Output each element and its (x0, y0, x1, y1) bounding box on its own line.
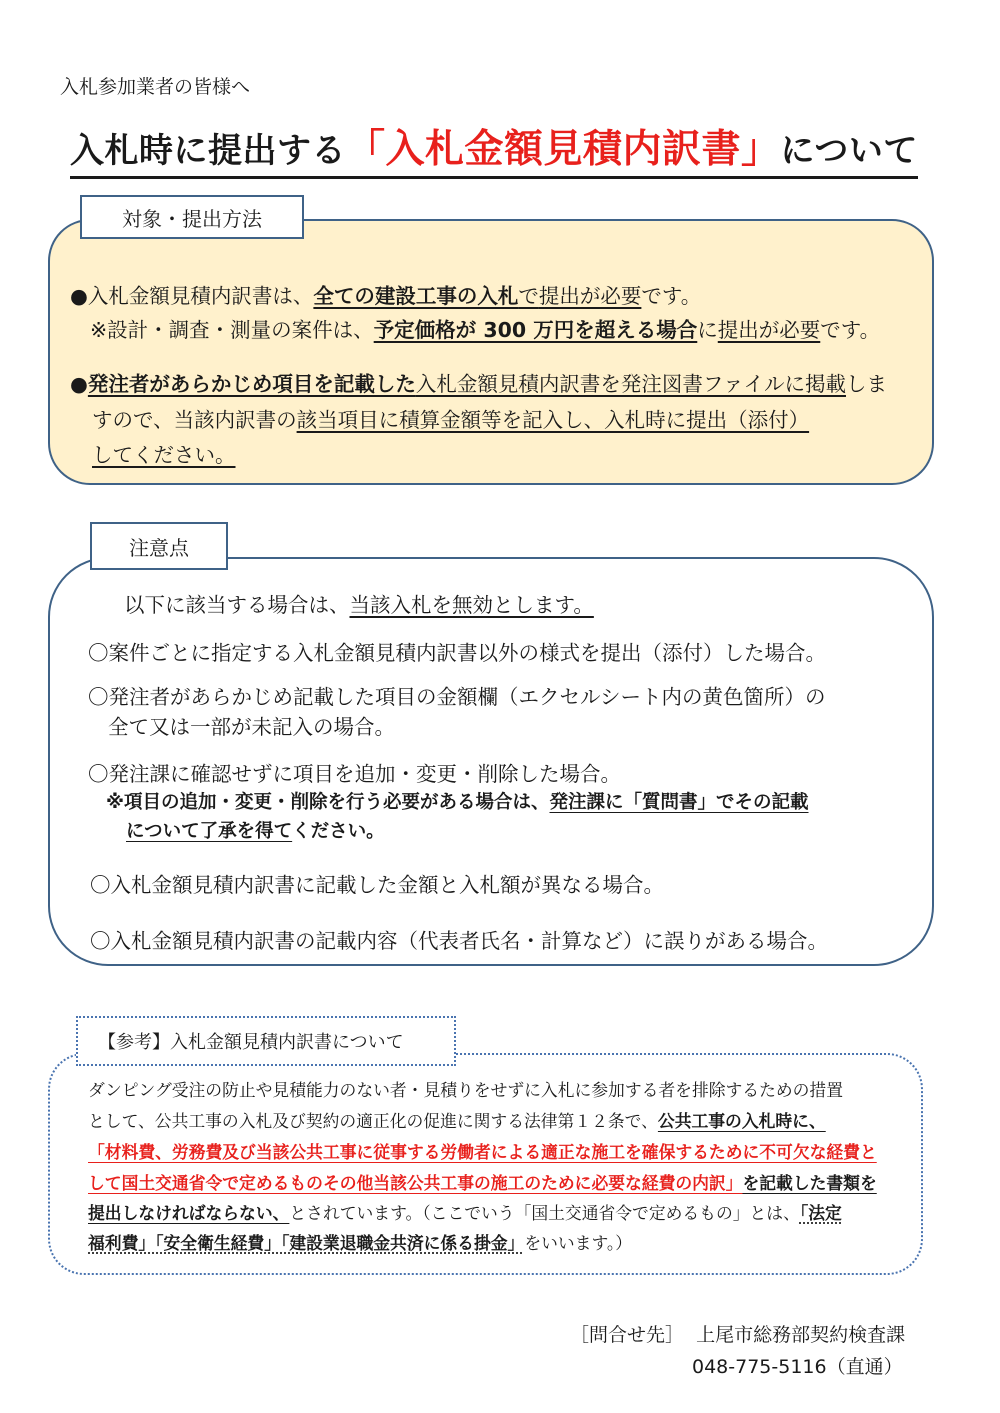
reference-line-red: 「材料費、労務費及び当該公共工事に従事する労働者による適正な施工を確保するために不可欠な経費と (88, 1142, 877, 1162)
title-highlight: 「入札金額見積内訳書」 (346, 127, 781, 172)
reference-line: 福利費」「安全衛生経費」「建設業退職金共済に係る掛金」をいいます。） (88, 1233, 633, 1253)
contact-phone: 048-775-5116（直通） (692, 1356, 903, 1378)
reference-line: として、公共工事の入札及び契約の適正化の促進に関する法律第１２条で、公共工事の入札時に、 (88, 1111, 826, 1131)
notes-heading: 注意点 (90, 522, 228, 570)
page-title (70, 118, 918, 179)
list-item: 〇入札金額見積内訳書の記載内容（代表者氏名・計算など）に誤りがある場合。 (90, 929, 828, 953)
greeting: 入札参加業者の皆様へ (60, 76, 251, 98)
reference-line: ダンピング受注の防止や見積能力のない者・見積りをせずに入札に参加する者を排除するための措置 (88, 1080, 843, 1100)
add-change-note-line2: について了承を得てください。 (126, 821, 385, 842)
title-post: について (780, 131, 918, 171)
list-item: 〇案件ごとに指定する入札金額見積内訳書以外の様式を提出（添付）した場合。 (88, 641, 826, 665)
list-item: 〇発注者があらかじめ記載した項目の金額欄（エクセルシート内の黄色箇所）の (88, 685, 826, 709)
bullet-all-construction: ●入札金額見積内訳書は、全ての建設工事の入札で提出が必要です。 (70, 284, 702, 308)
target-method-heading: 対象・提出方法 (80, 195, 304, 239)
contact-line: ［問合せ先］ 上尾市総務部契約検査課 (570, 1324, 906, 1346)
title-pre: 入札時に提出する (70, 131, 346, 171)
reference-line: して国土交通省令で定めるものその他当該公共工事の施工のために必要な経費の内訳」を記載した書類を (88, 1173, 877, 1193)
bullet-orderer-listed: ●発注者があらかじめ項目を記載した入札金額見積内訳書を発注図書ファイルに掲載しま (70, 372, 887, 396)
list-item-cont: 全て又は一部が未記入の場合。 (108, 715, 395, 739)
reference-line: 提出しなければならない、とされています。（ここでいう「国土交通省令で定めるもの」とは、「法定 (88, 1203, 842, 1223)
list-item: 〇入札金額見積内訳書に記載した金額と入札額が異なる場合。 (90, 873, 664, 897)
bullet-orderer-listed-line3: してください。 (92, 443, 236, 467)
note-design-survey: ※設計・調査・測量の案件は、予定価格が 300 万円を超える場合に提出が必要です。 (90, 318, 881, 342)
add-change-note: ※項目の追加・変更・削除を行う必要がある場合は、発注課に「質問書」でその記載 (106, 792, 809, 813)
reference-heading: 【参考】入札金額見積内訳書について (76, 1016, 456, 1066)
bullet-orderer-listed-line2: すので、当該内訳書の該当項目に積算金額等を記入し、入札時に提出（添付） (92, 408, 810, 432)
list-item: 〇発注課に確認せずに項目を追加・変更・削除した場合。 (88, 762, 621, 786)
invalid-intro: 以下に該当する場合は、当該入札を無効とします。 (124, 593, 594, 617)
